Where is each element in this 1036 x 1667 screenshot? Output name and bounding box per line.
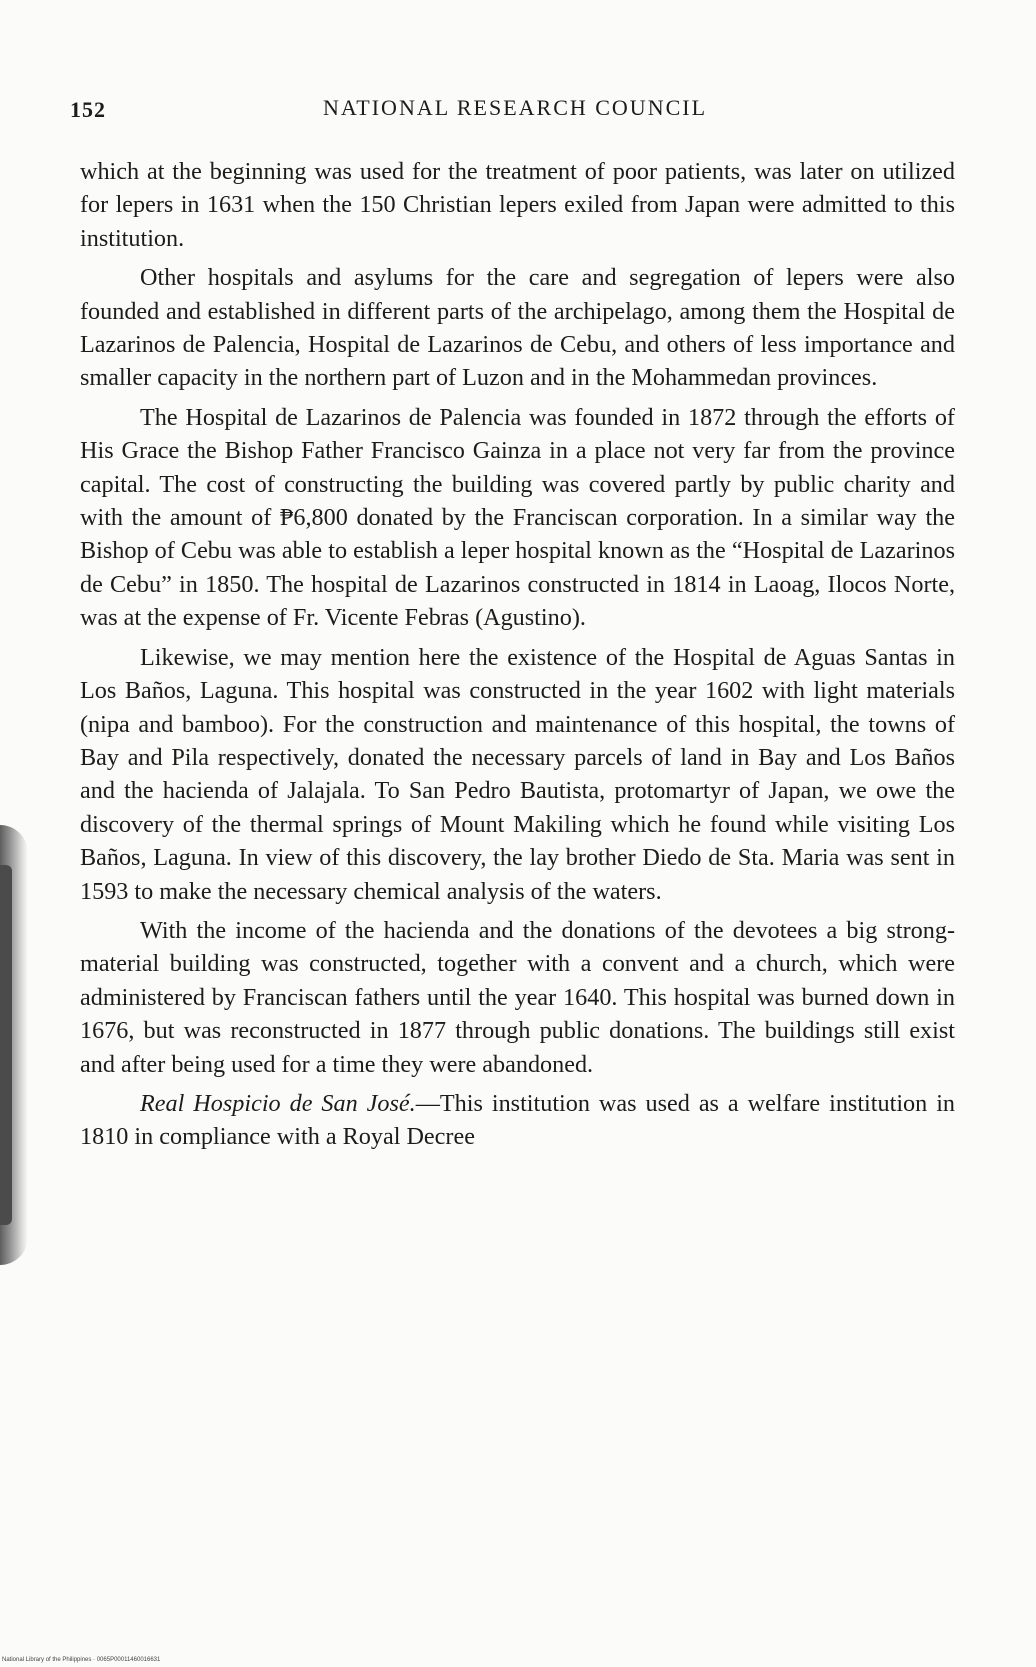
running-head: NATIONAL RESEARCH COUNCIL bbox=[322, 95, 708, 120]
paragraph: With the income of the hacienda and the donations of the devotees a big strong-material building was constructed, together with a convent and a church, which were administered by Franciscan fathers until the year 1640. This hospital was burned down in 1676, but was reconstructed in 1877 through public donations. The buildings still exist and after being used for a time they were abandoned. bbox=[80, 916, 955, 1078]
page-header bbox=[70, 95, 960, 129]
section-heading: Real Hospicio de San José. bbox=[140, 1089, 416, 1117]
paragraph: which at the beginning was used for the treatment of poor patients, was later on utilized for lepers in 1631 when the 150 Christian lepers exiled from Japan were admitted to this institution. bbox=[80, 158, 955, 252]
paragraph: Other hospitals and asylums for the care and segregation of lepers were also founded and established in different parts of the archipelago, among them the Hospital de Lazarinos de Palencia, Hospital de Lazarinos de Cebu, and others of less importance and smaller capacity in the northern part of Luzon and in the Mohammedan provinces. bbox=[80, 264, 955, 392]
footer-credit: National Library of the Philippines · 0065P00011460016631 bbox=[2, 1657, 161, 1663]
binding-edge bbox=[0, 865, 12, 1225]
paragraph-text: —This institution was used as a welfare institution in 1810 in compliance with a Royal Decree bbox=[80, 1089, 956, 1151]
paragraph-with-heading bbox=[80, 1087, 955, 1154]
page-number: 152 bbox=[70, 97, 106, 122]
binding-shadow bbox=[0, 825, 28, 1265]
paragraph: Likewise, we may mention here the existence of the Hospital de Aguas Santas in Los Baños, Laguna. This hospital was constructed in the year 1602 with light materials (nipa and bamboo). For the construction and maintenance of this hospital, the towns of Bay and Pila respectively, donated the necessary parcels of land in Bay and Los Baños and the hacienda of Jalajala. To San Pedro Bautista, protomartyr of Japan, we owe the discovery of the thermal springs of Mount Makiling which he found while visiting Los Baños, Laguna. In view of this discovery, the lay brother Diedo de Sta. Maria was sent in 1593 to make the necessary chemical analysis of the waters. bbox=[80, 643, 955, 905]
body-text bbox=[80, 155, 955, 1154]
paragraph: The Hospital de Lazarinos de Palencia was founded in 1872 through the efforts of His Grace the Bishop Father Francisco Gainza in a place not very far from the province capital. The cost of constructing the building was covered partly by public charity and with the amount of ₱6,800 donated by the Franciscan corporation. In a similar way the Bishop of Cebu was able to establish a leper hospital known as the “Hospital de Lazarinos de Cebu” in 1850. The hospital de Lazarinos constructed in 1814 in Laoag, Ilocos Norte, was at the expense of Fr. Vicente Febras (Agustino). bbox=[80, 403, 955, 632]
